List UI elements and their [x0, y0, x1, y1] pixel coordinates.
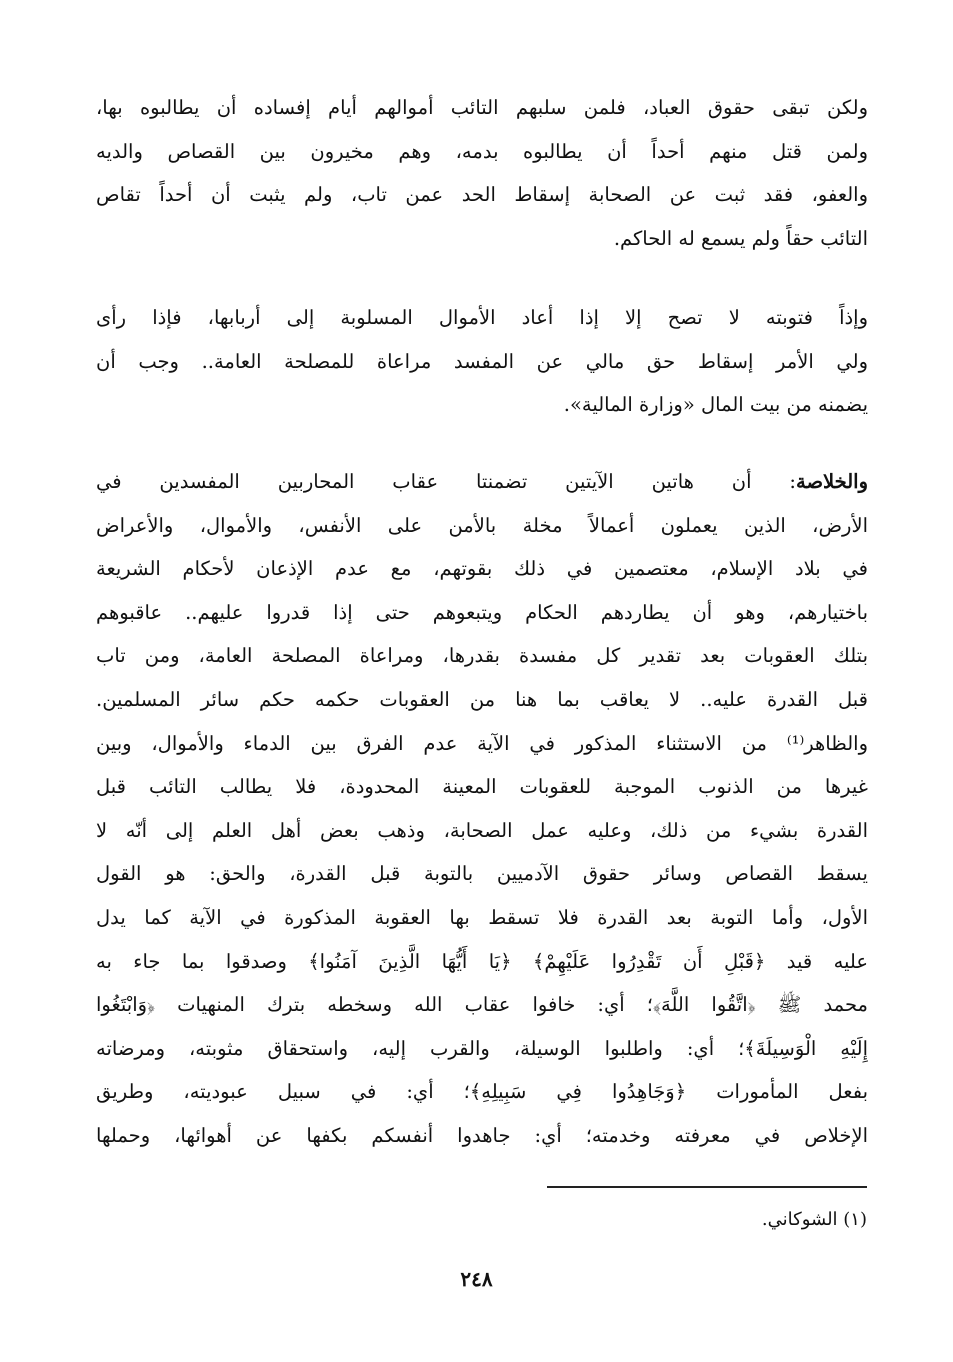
summary-first-line-text: : أن هاتين الآيتين تضمنتا عقاب المحاربين المفسدين في — [96, 470, 796, 493]
paragraph-line: وإذاً فتوبته لا تصح إلا إذا أعاد الأموال المسلوبة إلى أربابها، فإذا رأى — [96, 306, 868, 329]
paragraph-line: يضمنه من بيت المال «وزارة المالية». — [563, 393, 868, 417]
paragraph-line: ولي الأمر إسقاط حق مالي عن المفسد مراعاة للمصلحة العامة.. وجب أن — [96, 349, 868, 373]
paragraph-line: بتلك العقوبات بعد تقدير كل مفسدة بقدرها، ومراعاة المصلحة العامة، ومن تاب — [96, 644, 868, 668]
paragraph-3-summary — [96, 460, 868, 1158]
paragraph-line: الإخلاص في معرفته وخدمته؛ أي: جاهدوا أنفسكم بكفها عن أهوائها، وحملها — [96, 1123, 868, 1147]
summary-first-line — [96, 460, 868, 504]
paragraph-line: بفعل المأمورات ﴿وَجَاهِدُوا فِي سَبِيلِهِ﴾؛ أي: في سبيل عبوديته، وطريق — [96, 1080, 868, 1104]
paragraph-line: والعفو، فقد ثبت عن الصحابة إسقاط الحد عمن تاب، ولم يثبت أن أحداً تقاص — [96, 183, 868, 207]
paragraph-line: والظاهر⁽¹⁾ من الاستثناء المذكور في الآية عدم الفرق بين الدماء والأموال، وبين — [96, 731, 868, 755]
paragraph-line: إِلَيْهِ الْوَسِيلَةَ﴾؛ أي: واطلبوا الوسيلة، والقرب إليه، واستحقاق مثوبته، ومرضاته — [96, 1036, 868, 1060]
paragraph-line: غيرها من الذنوب الموجبة للعقوبات المعينة المحدودة، فلا يطالب التائب قبل — [96, 775, 868, 799]
paragraph-2 — [96, 296, 868, 427]
paragraph-line: ولكن تبقى حقوق العباد، فلمن سلبهم التائب أموالهم أيام إفساده أن يطالبوه بها، — [96, 96, 868, 119]
paragraph-line: عليه قيد ﴿قَبْلِ أَن تَقْدِرُوا عَلَيْهِمْ﴾ ﴿يَا أَيُّهَا الَّذِينَ آمَنُوا﴾ وصدقوا بما جاء به — [96, 949, 868, 973]
paragraph-line: باختيارهم، وهو أن يطاردهم الحكام ويتبعوهم حتى إذا قدروا عليهم.. عاقبوهم — [96, 600, 868, 624]
paragraph-line: محمد ﷺ ﴿اتَّقُوا اللَّهَ﴾؛ أي: خافوا عقاب الله وسخطه بترك المنهيات ﴿وَابْتَغُوا — [96, 993, 868, 1017]
paragraph-line: القدرة بشيء من ذلك، وعليه عمل الصحابة، وذهب بعض أهل العلم إلى أنّه لا — [96, 818, 868, 842]
paragraph-1 — [96, 86, 868, 260]
footnote: (١) الشوكاني. — [761, 1209, 867, 1230]
paragraph-line: في بلاد الإسلام، معتصمين في ذلك بقوتهم، مع عدم الإذعان لأحكام الشريعة — [96, 557, 868, 581]
paragraph-line: يسقط القصاص وسائر حقوق الآدميين بالتوبة قبل القدرة، والحق: هو القول — [96, 862, 868, 886]
paragraph-line: الأول، وأما التوبة بعد القدرة فلا تسقط بها العقوبة المذكورة في الآية كما يدل — [96, 905, 868, 929]
page-number: ٢٤٨ — [460, 1267, 493, 1291]
paragraph-line: الأرض، الذين يعملون أعمالاً مخلة بالأمن على الأنفس، والأموال، والأعراض — [96, 513, 868, 537]
paragraph-line: ولمن قتل منهم أحداً أن يطالبوه بدمه، وهم مخيرون بين القصاص والديه — [96, 139, 868, 163]
paragraph-line: التائب حقاً ولم يسمع له الحاكم. — [613, 226, 868, 250]
paragraph-line: قبل القدرة عليه.. لا يعاقب بما هنا من العقوبات حكمه حكم سائر المسلمين. — [96, 687, 868, 711]
footnote-divider — [547, 1186, 867, 1188]
summary-heading: والخلاصة — [795, 470, 868, 493]
